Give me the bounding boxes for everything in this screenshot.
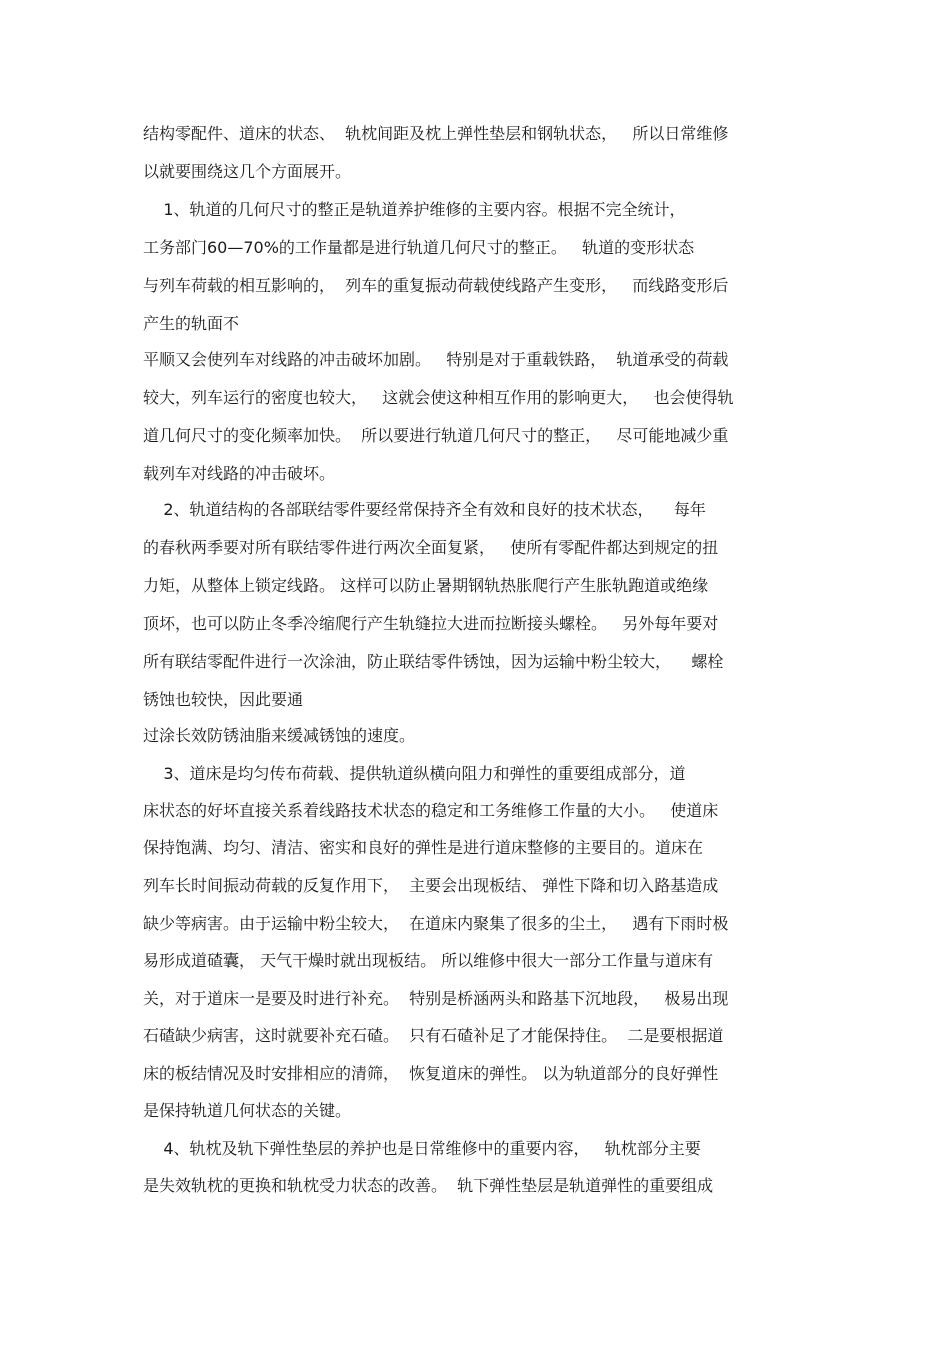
text-line: 3、道床是均匀传布荷载、提供轨道纵横向阻力和弹性的重要组成部分，道 [143, 764, 686, 783]
text-line: 列车长时间振动荷载的反复作用下， 主要会出现板结、 弹性下降和切入路基造成 [143, 876, 719, 895]
text-line: 保持饱满、均匀、清洁、密实和良好的弹性是进行道床整修的主要目的。道床在 [143, 838, 704, 857]
text-line: 床状态的好坏直接关系着线路技术状态的稳定和工务维修工作量的大小。 使道床 [143, 801, 719, 820]
text-line: 易形成道碴囊， 天气干燥时就出现板结。 所以维修中很大一部分工作量与道床有 [143, 951, 714, 970]
text-line: 锈蚀也较快，因此要通 [143, 690, 304, 709]
text-line: 石碴缺少病害，这时就要补充石碴。 只有石碴补足了才能保持住。 二是要根据道 [143, 1026, 724, 1045]
text-line: 所有联结零配件进行一次涂油，防止联结零件锈蚀，因为运输中粉尘较大， 螺栓 [143, 652, 724, 671]
text-line: 道几何尺寸的变化频率加快。 所以要进行轨道几何尺寸的整正， 尽可能地减少重 [143, 426, 729, 445]
text-line: 是保持轨道几何状态的关键。 [143, 1101, 352, 1120]
text-line: 是失效轨枕的更换和轨枕受力状态的改善。 轨下弹性垫层是轨道弹性的重要组成 [143, 1176, 714, 1195]
text-line: 平顺又会使列车对线路的冲击破坏加剧。 特别是对于重载铁路， 轨道承受的荷载 [143, 350, 729, 369]
text-line: 2、轨道结构的各部联结零件要经常保持齐全有效和良好的技术状态， 每年 [143, 500, 706, 519]
text-line: 与列车荷载的相互影响的， 列车的重复振动荷载使线路产生变形， 而线路变形后 [143, 276, 729, 295]
text-line: 顶坏，也可以防止冬季冷缩爬行产生轨缝拉大进而拉断接头螺栓。 另外每年要对 [143, 614, 719, 633]
text-line: 载列车对线路的冲击破坏。 [143, 464, 336, 483]
text-line: 结构零配件、道床的状态、 轨枕间距及枕上弹性垫层和钢轨状态， 所以日常维修 [143, 124, 729, 143]
text-line: 力矩，从整体上锁定线路。 这样可以防止暑期钢轨热胀爬行产生胀轨跑道或绝缘 [143, 576, 709, 595]
text-line: 的春秋两季要对所有联结零件进行两次全面复紧， 使所有零配件都达到规定的扭 [143, 538, 719, 557]
text-line: 产生的轨面不 [143, 314, 240, 333]
text-line: 4、轨枕及轨下弹性垫层的养护也是日常维修中的重要内容， 轨枕部分主要 [143, 1139, 701, 1158]
text-line: 床的板结情况及时安排相应的清筛， 恢复道床的弹性。 以为轨道部分的良好弹性 [143, 1064, 719, 1083]
text-line: 以就要围绕这几个方面展开。 [143, 162, 352, 181]
text-line: 关，对于道床一是要及时进行补充。 特别是桥涵两头和路基下沉地段， 极易出现 [143, 989, 729, 1008]
text-line: 较大，列车运行的密度也较大， 这就会使这种相互作用的影响更大， 也会使得轨 [143, 388, 734, 407]
text-line: 1、轨道的几何尺寸的整正是轨道养护维修的主要内容。根据不完全统计， [143, 200, 686, 219]
text-line: 过涂长效防锈油脂来缓减锈蚀的速度。 [143, 726, 416, 745]
text-line: 缺少等病害。由于运输中粉尘较大， 在道床内聚集了很多的尘土， 遇有下雨时极 [143, 914, 729, 933]
text-line: 工务部门60—70%的工作量都是进行轨道几何尺寸的整正。 轨道的变形状态 [143, 238, 695, 257]
